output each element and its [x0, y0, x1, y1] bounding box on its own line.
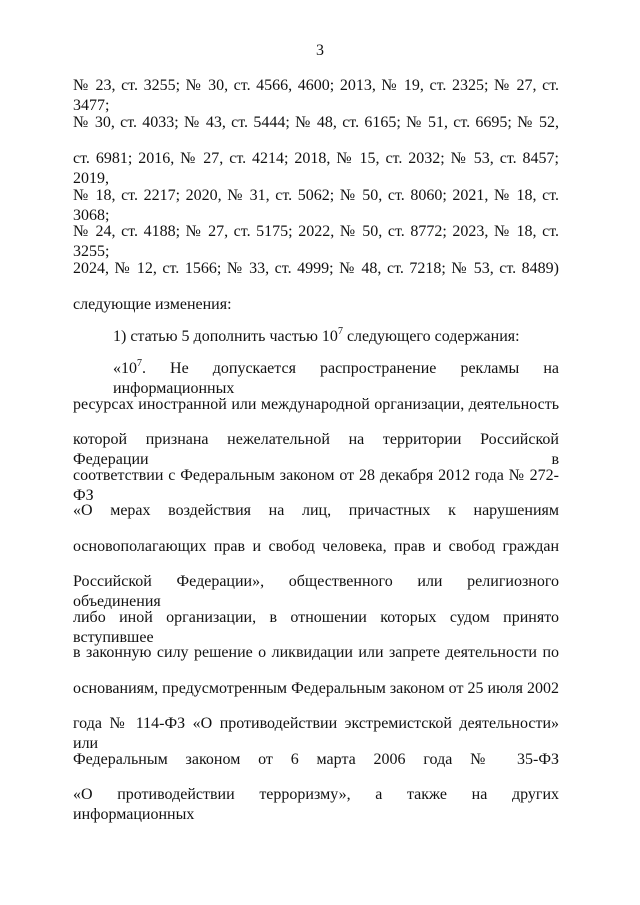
- text-line: № 23, ст. 3255; № 30, ст. 4566, 4600; 2013, № 19, ст. 2325; № 27, ст. 3477;: [73, 77, 559, 114]
- text-line: «О мерах воздействия на лиц, причастных к нарушениям: [73, 502, 559, 519]
- list-item-1: [113, 327, 559, 347]
- text-line: № 18, ст. 2217; 2020, № 31, ст. 5062; № 50, ст. 8060; 2021, № 18, ст. 3068;: [73, 187, 559, 224]
- text-line: № 30, ст. 4033; № 43, ст. 5444; № 48, ст. 6165; № 51, ст. 6695; № 52,: [73, 114, 559, 131]
- quote-first-text: . Не допускается распространение рекламы на информационных: [113, 360, 559, 397]
- superscript: 7: [137, 358, 142, 369]
- text-line: ресурсах иностранной или международной организации, деятельность: [73, 396, 559, 413]
- text-line: основополагающих прав и свобод человека, прав и свобод граждан: [73, 538, 559, 555]
- list-item-1-text: 1) статью 5 дополнить частью 10: [113, 328, 338, 345]
- text-line: соответствии с Федеральным законом от 28 декабря 2012 года № 272-ФЗ: [73, 467, 559, 504]
- text-line: № 24, ст. 4188; № 27, ст. 5175; 2022, № 50, ст. 8772; 2023, № 18, ст. 3255;: [73, 223, 559, 260]
- text-line: в законную силу решение о ликвидации или запрете деятельности по: [73, 644, 559, 661]
- text-line: «О противодействии терроризму», а также на других информационных: [73, 786, 559, 823]
- text-line: следующие изменения:: [73, 296, 232, 313]
- text-line: ст. 6981; 2016, № 27, ст. 4214; 2018, № 15, ст. 2032; № 53, ст. 8457; 2019,: [73, 150, 559, 187]
- quote-open: «10: [113, 360, 137, 377]
- text-line: либо иной организации, в отношении которых судом принято вступившее: [73, 609, 559, 646]
- text-line: года № 114-ФЗ «О противодействии экстремистской деятельности» или: [73, 715, 559, 752]
- quote-first-line: [113, 359, 559, 399]
- superscript: 7: [337, 326, 343, 337]
- list-item-1-text-end: следующего содержания:: [342, 328, 520, 345]
- text-line: Российской Федерации», общественного или религиозного объединения: [73, 573, 559, 610]
- text-line: Федеральным законом от 6 марта 2006 года № 35-ФЗ: [73, 751, 559, 768]
- text-line: которой признана нежелательной на территории Российской Федерации в: [73, 431, 559, 468]
- text-line: 2024, № 12, ст. 1566; № 33, ст. 4999; № 48, ст. 7218; № 53, ст. 8489): [73, 260, 559, 277]
- text-line: основаниям, предусмотренным Федеральным законом от 25 июля 2002: [73, 680, 559, 697]
- page-number: 3: [316, 42, 324, 59]
